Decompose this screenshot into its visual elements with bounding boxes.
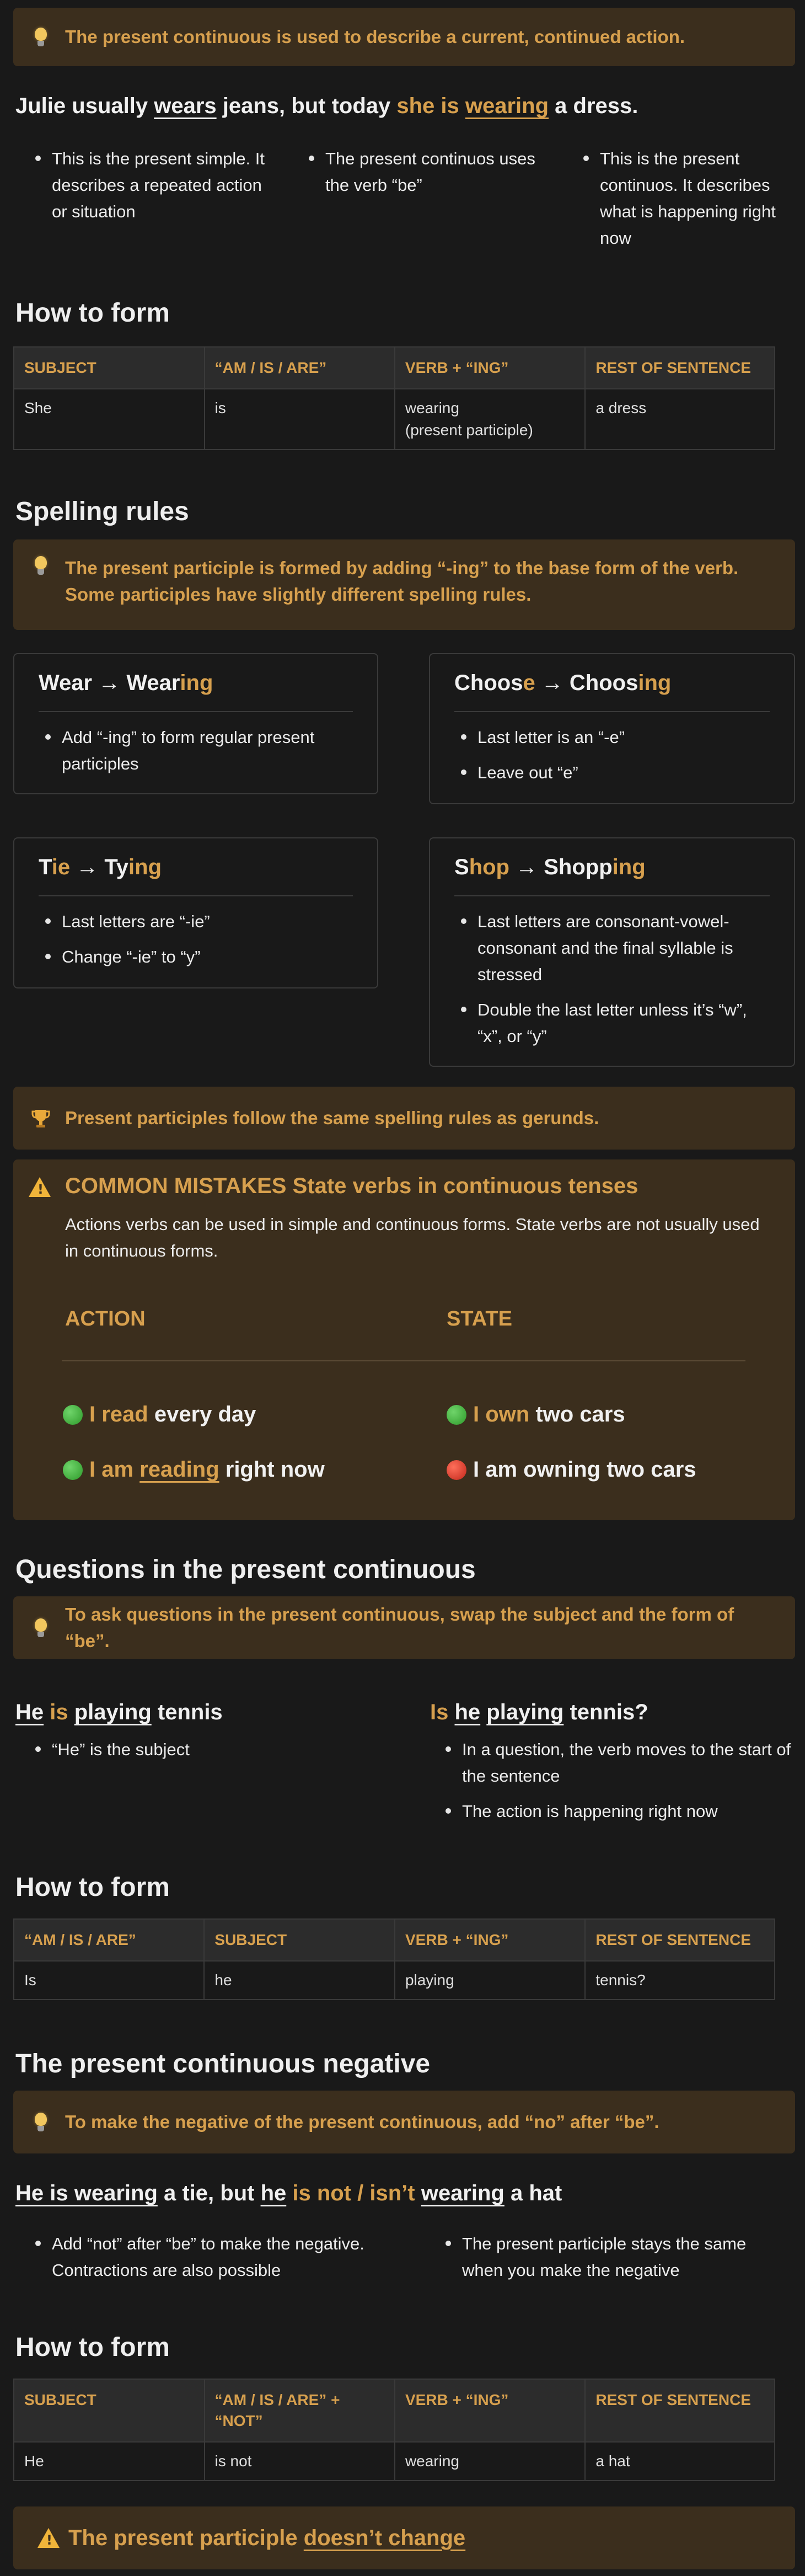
- negative-bullets-col2: [439, 2231, 781, 2284]
- action-example-2: I am reading right now: [63, 1457, 325, 1482]
- green-circle-icon: [63, 1460, 83, 1480]
- example-underlined-wears: wears: [154, 94, 217, 118]
- example-text-2: jeans, but today: [216, 94, 397, 118]
- section-title-how-to-form: How to form: [15, 1873, 170, 1902]
- card-bullets: [454, 908, 770, 1050]
- table-cell: tennis?: [585, 1961, 775, 2000]
- table-cell: is: [205, 389, 395, 450]
- statement-example: He is playing tennis: [15, 1700, 223, 1724]
- table-cell: [395, 389, 586, 450]
- state-example-1: I own two cars: [447, 1402, 625, 1427]
- table-header: REST OF SENTENCE: [585, 1919, 775, 1961]
- list-item: Double the last letter unless it’s “w”, “x”, or “y”: [454, 997, 770, 1050]
- spelling-card-wear: [13, 653, 378, 794]
- lightbulb-icon: [31, 28, 51, 47]
- example-bullets-col1: [29, 146, 271, 225]
- list-item: “He” is the subject: [29, 1736, 382, 1763]
- trophy-callout-text: Present participles follow the same spelling rules as gerunds.: [65, 1108, 599, 1128]
- negative-bullets-col1: [29, 2231, 393, 2284]
- table-cell: playing: [395, 1961, 585, 2000]
- final-callout: [13, 2506, 795, 2569]
- example-sentence: [15, 94, 638, 119]
- table-header: “AM / IS / ARE” + “NOT”: [205, 2379, 395, 2442]
- table-header: REST OF SENTENCE: [585, 2379, 775, 2442]
- cell-note: (present participle): [405, 421, 533, 439]
- example-bullets-col3: [577, 146, 797, 252]
- common-mistakes-box: [13, 1159, 795, 1520]
- list-item: The present continuos uses the verb “be”: [302, 146, 545, 199]
- list-item: Add “-ing” to form regular present participles: [39, 724, 353, 777]
- table-cell: a dress: [585, 389, 775, 450]
- list-item: This is the present simple. It describes a repeated action or situation: [29, 146, 271, 225]
- col-action-header: ACTION: [65, 1307, 146, 1330]
- spelling-callout: [13, 539, 795, 630]
- section-title-negative: The present continuous negative: [15, 2049, 431, 2078]
- warning-icon: [37, 2528, 60, 2548]
- table-cell: is not: [205, 2442, 395, 2481]
- green-circle-icon: [63, 1405, 83, 1425]
- negative-example: He is wearing a tie, but he is not / isn’t wearing a hat: [15, 2181, 562, 2205]
- table-row: [14, 389, 775, 450]
- lightbulb-icon: [31, 2113, 51, 2133]
- negative-callout-text: To make the negative of the present continuous, add “no” after “be”.: [65, 2112, 659, 2132]
- table-header: VERB + “ING”: [395, 2379, 585, 2442]
- table-header: VERB + “ING”: [395, 347, 586, 389]
- table-cell: Is: [14, 1961, 204, 2000]
- mistakes-title: COMMON MISTAKES State verbs in continuous tenses: [65, 1174, 638, 1198]
- section-title-how-to-form: How to form: [15, 2333, 170, 2362]
- section-title-spelling: Spelling rules: [15, 497, 189, 526]
- table-cell: He: [14, 2442, 205, 2481]
- example-text-3: a dress.: [549, 94, 638, 118]
- list-item: Leave out “e”: [454, 760, 770, 786]
- cell-main-text: wearing: [405, 399, 459, 416]
- lightbulb-icon: [31, 1618, 51, 1638]
- list-item: The present participle stays the same when you make the negative: [439, 2231, 781, 2284]
- intro-callout-text: The present continuous is used to describe a current, continued action.: [65, 26, 685, 47]
- table-header: “AM / IS / ARE”: [205, 347, 395, 389]
- col-state-header: STATE: [447, 1307, 512, 1330]
- card-bullets: [454, 724, 770, 786]
- red-circle-icon: [447, 1460, 466, 1480]
- table-header: SUBJECT: [14, 2379, 205, 2442]
- card-bullets: [39, 908, 353, 970]
- list-item: Change “-ie” to “y”: [39, 944, 353, 970]
- question-bullets: [439, 1736, 797, 1825]
- table-cell: She: [14, 389, 205, 450]
- green-circle-icon: [447, 1405, 466, 1425]
- question-example: Is he playing tennis?: [430, 1700, 648, 1724]
- example-highlight-wearing: wearing: [465, 94, 549, 118]
- list-item: Last letters are “-ie”: [39, 908, 353, 935]
- card-title: Choose → Choosing: [454, 671, 770, 712]
- card-title: Tie → Tying: [39, 855, 353, 896]
- list-item: Last letters are consonant-vowel-consonant and the final syllable is stressed: [454, 908, 770, 988]
- how-to-form-table-2: [13, 1918, 775, 2000]
- table-cell: wearing: [395, 2442, 585, 2481]
- card-title: Wear → Wearing: [39, 671, 353, 712]
- trophy-icon: [31, 1109, 51, 1129]
- example-highlight-she-is: she is: [396, 94, 465, 118]
- example-bullets-col2: [302, 146, 545, 199]
- how-to-form-table-3: [13, 2379, 775, 2481]
- table-row: [14, 1961, 775, 2000]
- questions-callout-text: To ask questions in the present continuous, swap the subject and the form of “be”.: [65, 1604, 734, 1651]
- trophy-callout: [13, 1087, 795, 1150]
- spelling-card-tie: [13, 837, 378, 988]
- table-header: VERB + “ING”: [395, 1919, 585, 1961]
- lightbulb-icon: [31, 556, 51, 576]
- table-header: REST OF SENTENCE: [585, 347, 775, 389]
- section-title-questions: Questions in the present continuous: [15, 1555, 476, 1584]
- mistakes-body: Actions verbs can be used in simple and continuous forms. State verbs are not usually used in continuous forms.: [65, 1215, 760, 1260]
- intro-callout: [13, 8, 795, 66]
- divider: [62, 1360, 745, 1361]
- list-item: Add “not” after “be” to make the negative. Contractions are also possible: [29, 2231, 393, 2284]
- card-bullets: [39, 724, 353, 777]
- negative-callout: [13, 2091, 795, 2153]
- table-row: [14, 2442, 775, 2481]
- list-item: The action is happening right now: [439, 1798, 797, 1825]
- section-title-how-to-form: How to form: [15, 298, 170, 328]
- card-title: Shop → Shopping: [454, 855, 770, 896]
- table-header-row: [14, 1919, 775, 1961]
- warning-icon: [29, 1177, 51, 1200]
- questions-callout: [13, 1596, 795, 1659]
- list-item: In a question, the verb moves to the start of the sentence: [439, 1736, 797, 1789]
- spelling-callout-text: The present participle is formed by adding “-ing” to the base form of the verb. Some participles have slightly different spelling rules.: [65, 558, 739, 605]
- spelling-card-choose: [429, 653, 795, 804]
- how-to-form-table-1: [13, 346, 775, 450]
- statement-bullets: [29, 1736, 382, 1763]
- spelling-card-shop: [429, 837, 795, 1067]
- list-item: Last letter is an “-e”: [454, 724, 770, 751]
- action-example-1: I read every day: [63, 1402, 256, 1427]
- table-header: SUBJECT: [204, 1919, 395, 1961]
- example-text-1: Julie usually: [15, 94, 154, 118]
- table-header: SUBJECT: [14, 347, 205, 389]
- table-cell: a hat: [585, 2442, 775, 2481]
- table-header-row: [14, 2379, 775, 2442]
- state-example-2: I am owning two cars: [447, 1457, 696, 1482]
- table-header-row: [14, 347, 775, 389]
- table-header: “AM / IS / ARE”: [14, 1919, 204, 1961]
- list-item: This is the present continuos. It describes what is happening right now: [577, 146, 797, 252]
- table-cell: he: [204, 1961, 395, 2000]
- final-callout-text: The present participle doesn’t change: [68, 2525, 466, 2550]
